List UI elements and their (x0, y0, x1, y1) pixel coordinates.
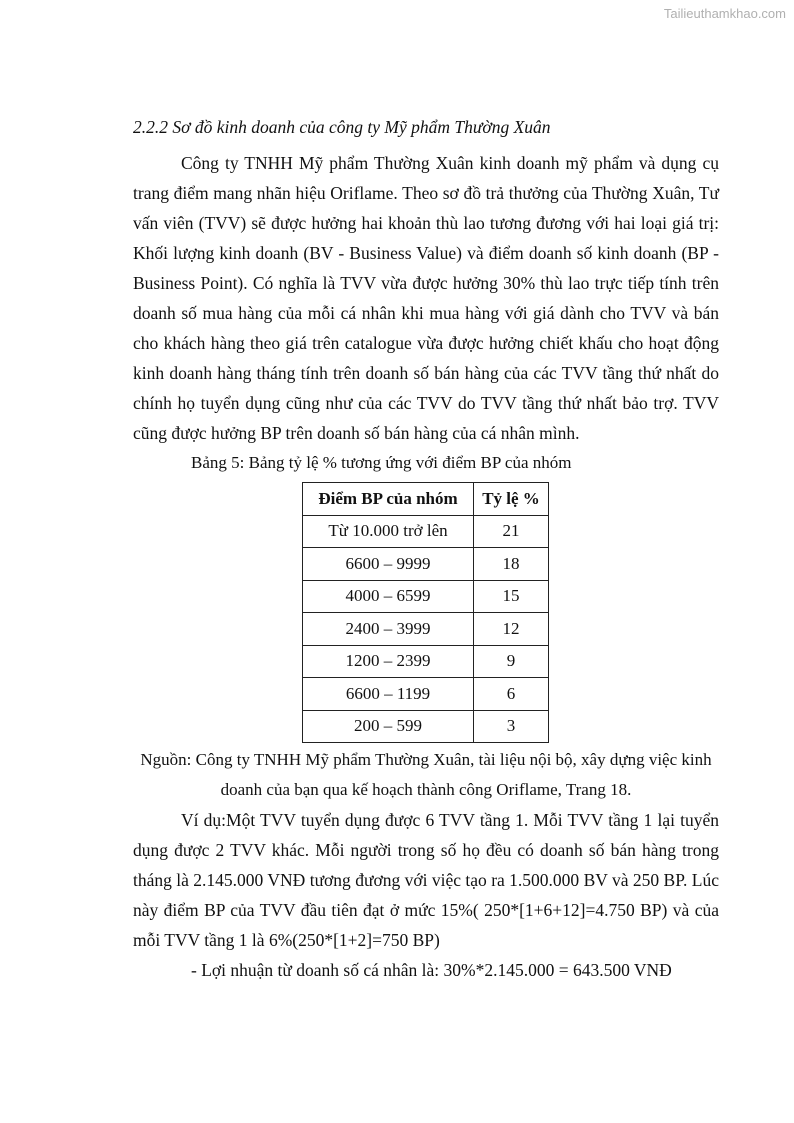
cell-rate: 21 (474, 515, 549, 548)
table-caption: Bảng 5: Bảng tỷ lệ % tương ứng với điểm BP của nhóm (191, 453, 572, 472)
profit-line: - Lợi nhuận từ doanh số cá nhân là: 30%*2.145.000 = 643.500 VNĐ (191, 960, 672, 980)
cell-bp-range: 6600 – 9999 (303, 548, 474, 581)
watermark: Tailieuthamkhao.com (663, 6, 786, 21)
table-row (303, 645, 549, 678)
cell-bp-range: 6600 – 1199 (303, 678, 474, 711)
table-source-note: Nguồn: Công ty TNHH Mỹ phẩm Thường Xuân, tài liệu nội bộ, xây dựng việc kinh doanh của bạn qua kế hoạch thành công Oriflame, Trang 18. (140, 750, 712, 799)
cell-bp-range: 200 – 599 (303, 710, 474, 743)
cell-rate: 18 (474, 548, 549, 581)
table-row (303, 580, 549, 613)
example-paragraph: Ví dụ:Một TVV tuyển dụng được 6 TVV tầng 1. Mỗi TVV tầng 1 lại tuyển dụng được 2 TVV khác. Mỗi người trong số họ đều có doanh số bán hàng trong tháng là 2.145.000 VNĐ tương đương với việc tạo ra 1.500.000 BV và 250 BP. Lúc này điểm BP của TVV đầu tiên đạt ở mức 15%( 250*[1+6+12]=4.750 BP) và của mỗi TVV tầng 1 là 6%(250*[1+2]=750 BP) (133, 810, 719, 950)
table-row (303, 678, 549, 711)
table-row (303, 515, 549, 548)
table-header-row (303, 483, 549, 516)
intro-paragraph: Công ty TNHH Mỹ phẩm Thường Xuân kinh doanh mỹ phẩm và dụng cụ trang điểm mang nhãn hiệu Oriflame. Theo sơ đồ trả thưởng của Thường Xuân, Tư vấn viên (TVV) sẽ được hưởng hai khoản thù lao tương đương với hai loại giá trị: Khối lượng kinh doanh (BV - Business Value) và điểm doanh số kinh doanh (BP - Business Point). Có nghĩa là TVV vừa được hưởng 30% thù lao trực tiếp tính trên doanh số mua hàng của mỗi cá nhân khi mua hàng với giá dành cho TVV và bán cho khách hàng theo giá trên catalogue vừa được hưởng chiết khấu cho hoạt động kinh doanh hàng tháng tính trên doanh số bán hàng của các TVV tầng thứ nhất do chính họ tuyển dụng cũng như của các TVV do TVV tầng thứ nhất bảo trợ. TVV cũng được hưởng BP trên doanh số bán hàng của cá nhân mình. (133, 153, 719, 443)
cell-rate: 6 (474, 678, 549, 711)
table-row (303, 548, 549, 581)
cell-rate: 3 (474, 710, 549, 743)
document-page (133, 112, 719, 985)
cell-bp-range: 1200 – 2399 (303, 645, 474, 678)
table-row (303, 613, 549, 646)
cell-rate: 15 (474, 580, 549, 613)
header-rate: Tỷ lệ % (474, 483, 549, 516)
cell-rate: 12 (474, 613, 549, 646)
section-heading: 2.2.2 Sơ đồ kinh doanh của công ty Mỹ phẩm Thường Xuân (133, 117, 551, 137)
cell-bp-range: Từ 10.000 trở lên (303, 515, 474, 548)
header-bp-points: Điểm BP của nhóm (303, 483, 474, 516)
bp-rate-table (302, 482, 549, 743)
table-row (303, 710, 549, 743)
cell-rate: 9 (474, 645, 549, 678)
cell-bp-range: 2400 – 3999 (303, 613, 474, 646)
cell-bp-range: 4000 – 6599 (303, 580, 474, 613)
